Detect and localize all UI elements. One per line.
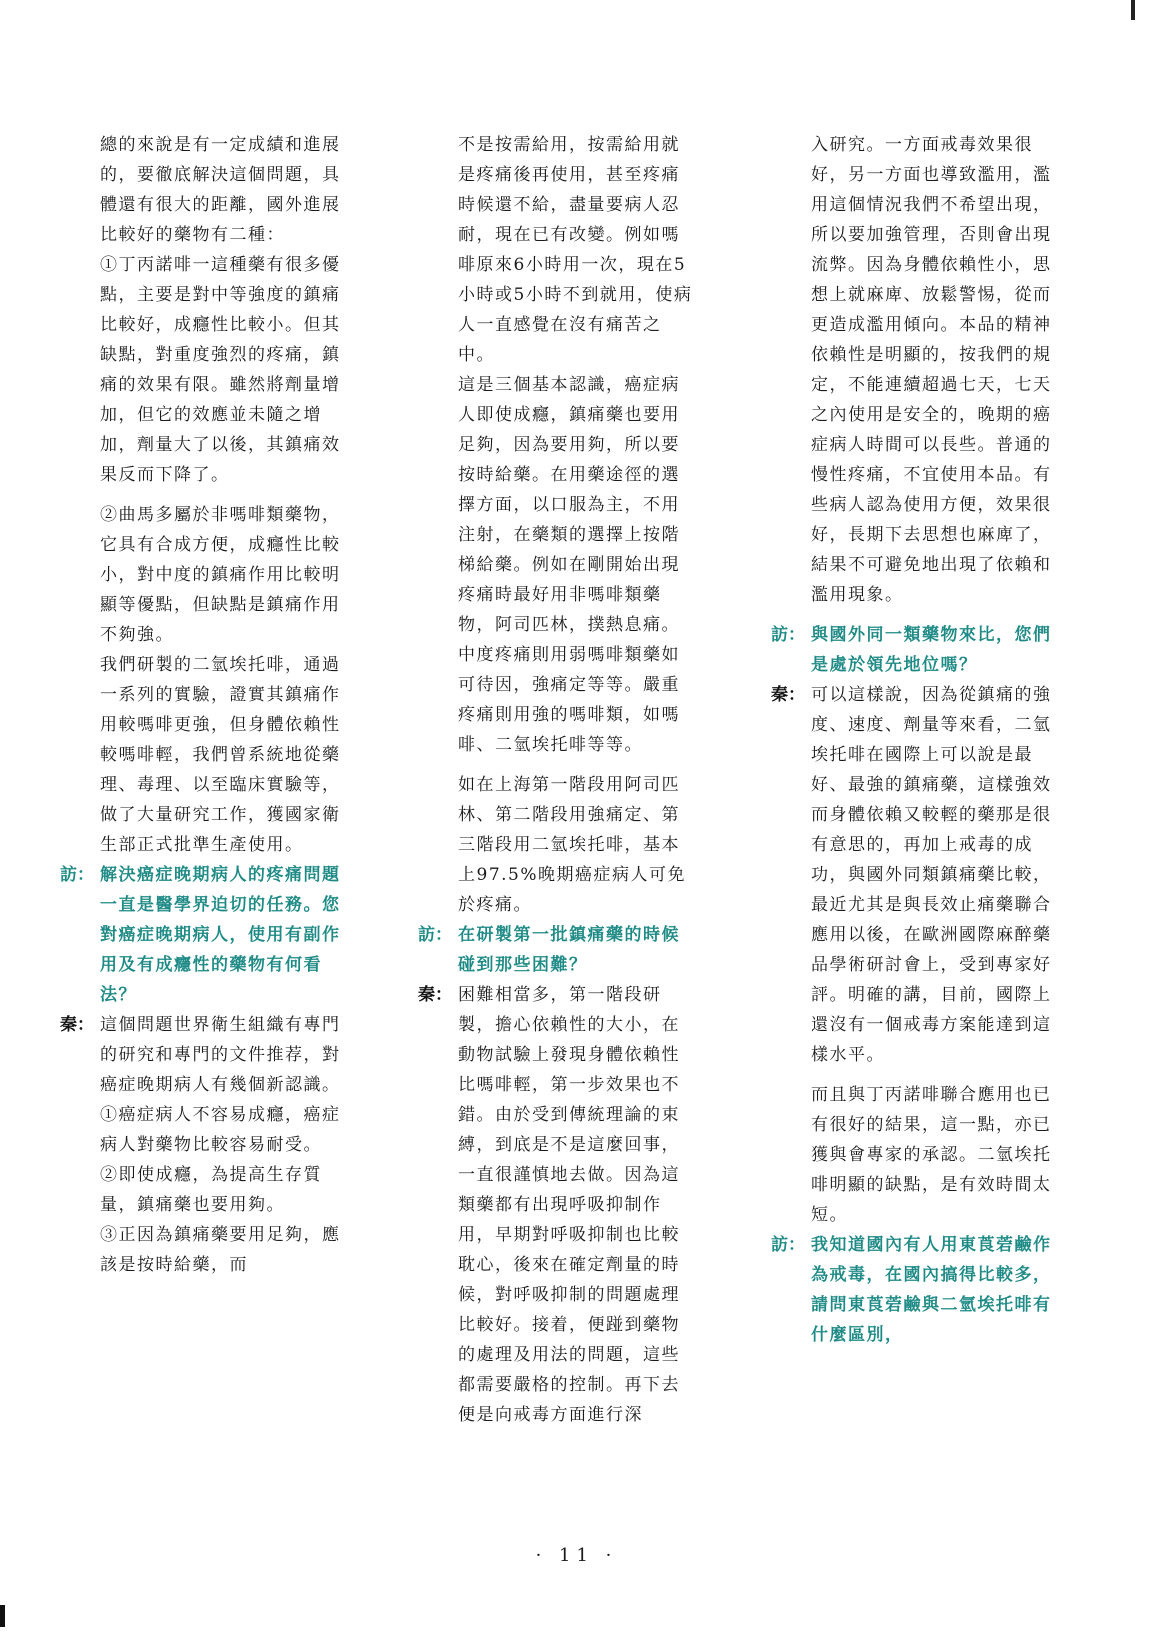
paragraph: ③正因為鎮痛藥要用足夠，應該是按時給藥，而	[100, 1225, 341, 1275]
interview-answer	[418, 980, 694, 1430]
paragraph: 這是三個基本認識，癌症病人即使成癮，鎮痛藥也要用足夠，因為要用夠，所以要按時給藥。在用藥途徑的選擇方面，以口服為主，不用注射，在藥類的選擇上按階梯給藥。例如在剛開始出現疼痛時最好用非嗎啡類藥物，阿司匹林，撲熱息痛。中度疼痛則用弱嗎啡類藥如可待因，強痛定等等。嚴重疼痛則用強的嗎啡類，如嗎啡、二氫埃托啡等等。	[458, 375, 680, 755]
interview-question	[60, 860, 342, 1010]
paragraph: 如在上海第一階段用阿司匹林、第二階段用強痛定、第三階段用二氫埃托啡，基本上97.5%晚期癌症病人可免於疼痛。	[458, 775, 687, 915]
question-text: 解決癌症晚期病人的疼痛問題一直是醫學界迫切的任務。您對癌症晚期病人，使用有副作用及有成癮性的藥物有何看法？	[100, 865, 341, 1005]
column-1	[60, 130, 342, 1280]
column-3	[771, 130, 1055, 1350]
answer-text: 困難相當多，第一階段研製，擔心依賴性的大小，在動物試驗上發現身體依賴性比嗎啡輕，第一步效果也不錯。由於受到傳統理論的束縛，到底是不是這麼回事，一直很謹慎地去做。因為這類藥都有出現呼吸抑制作用，早期對呼吸抑制也比較耽心，後來在確定劑量的時候，對呼吸抑制的問題處理比較好。接着，便踫到藥物的處理及用法的問題，這些都需要嚴格的控制。再下去便是向戒毒方面進行深	[458, 985, 680, 1425]
answer-tag: 秦：	[60, 1015, 94, 1035]
question-text: 我知道國內有人用東莨菪鹼作為戒毒，在國內搞得比較多，請問東莨菪鹼與二氫埃托啡有什麼區別，	[811, 1235, 1052, 1345]
paragraph: 入研究。一方面戒毒效果很好，另一方面也導致濫用，濫用這個情況我們不希望出現，所以要加強管理，否則會出現流弊。因為身體依賴性小，思想上就麻庳、放鬆警惕，從而更造成濫用傾向。本品的精神依賴性是明顯的，按我們的規定，不能連續超過七天，七天之內使用是安全的，晚期的癌症病人時間可以長些。普通的慢性疼痛，不宜使用本品。有些病人認為使用方便，效果很好，長期下去思想也麻庳了，結果不可避免地出現了依賴和濫用現象。	[811, 135, 1052, 605]
paragraph: ①癌症病人不容易成癮，癌症病人對藥物比較容易耐受。	[100, 1105, 341, 1155]
interview-answer	[60, 1010, 342, 1100]
answer-text: 可以這樣說，因為從鎮痛的強度、速度、劑量等來看，二氫埃托啡在國際上可以說是最好、最強的鎮痛藥，這樣強效而身體依賴又較輕的藥那是很有意思的，再加上戒毒的成功，與國外同類鎮痛藥比較，最近尤其是與長效止痛藥聯合應用以後，在歐洲國際麻醉藥品學術研討會上，受到專家好評。明確的講，目前，國際上還沒有一個戒毒方案能達到這樣水平。	[811, 685, 1052, 1065]
column-2	[418, 130, 694, 1430]
question-tag: 訪：	[771, 1235, 805, 1255]
scan-edge-mark	[1131, 0, 1135, 20]
paragraph: ②即使成癮，為提高生存質量，鎮痛藥也要用夠。	[100, 1165, 322, 1215]
paragraph: 我們研製的二氫埃托啡，通過一系列的實驗，證實其鎮痛作用較嗎啡更強，但身體依賴性較嗎啡輕，我們曾系統地從藥理、毒理、以至臨床實驗等，做了大量研究工作，獲國家衛生部正式批準生產使用。	[100, 655, 341, 855]
question-tag: 訪：	[418, 925, 452, 945]
question-tag: 訪：	[60, 865, 94, 885]
scan-edge-mark	[0, 1605, 5, 1627]
question-tag: 訪：	[771, 625, 805, 645]
paragraph: 而且與丁丙諾啡聯合應用也已有很好的結果，這一點，亦已獲與會專家的承認。二氫埃托啡明顯的缺點，是有效時間太短。	[811, 1085, 1052, 1225]
interview-answer	[771, 680, 1055, 1070]
interview-question	[771, 620, 1055, 680]
interview-question	[771, 1230, 1055, 1350]
interview-question	[418, 920, 694, 980]
paragraph: 總的來說是有一定成績和進展的，要徹底解決這個問題，具體還有很大的距離，國外進展比較好的藥物有二種：	[100, 135, 341, 245]
question-text: 在研製第一批鎮痛藥的時候碰到那些困難？	[458, 925, 680, 975]
page-number: · 11 ·	[535, 1545, 618, 1566]
paragraph: ②曲馬多屬於非嗎啡類藥物，它具有合成方便，成癮性比較小，對中度的鎮痛作用比較明顯等優點，但缺點是鎮痛作用不夠強。	[100, 505, 341, 645]
paragraph: 不是按需給用，按需給用就是疼痛後再使用，甚至疼痛時候還不給，盡量要病人忍耐，現在已有改變。例如嗎啡原來6小時用一次，現在5小時或5小時不到就用，使病人一直感覺在沒有痛苦之中。	[458, 135, 693, 365]
answer-text: 這個問題世界衛生組織有專門的研究和專門的文件推荐，對癌症晚期病人有幾個新認識。	[100, 1015, 341, 1095]
paragraph: ①丁丙諾啡一這種藥有很多優點，主要是對中等強度的鎮痛比較好，成癮性比較小。但其缺點，對重度強烈的疼痛，鎮痛的效果有限。雖然將劑量增加，但它的效應並未隨之增加，劑量大了以後，其鎮痛效果反而下降了。	[100, 255, 341, 485]
question-text: 與國外同一類藥物來比，您們是處於領先地位嗎？	[811, 625, 1052, 675]
answer-tag: 秦：	[418, 985, 452, 1005]
answer-tag: 秦：	[771, 685, 805, 705]
